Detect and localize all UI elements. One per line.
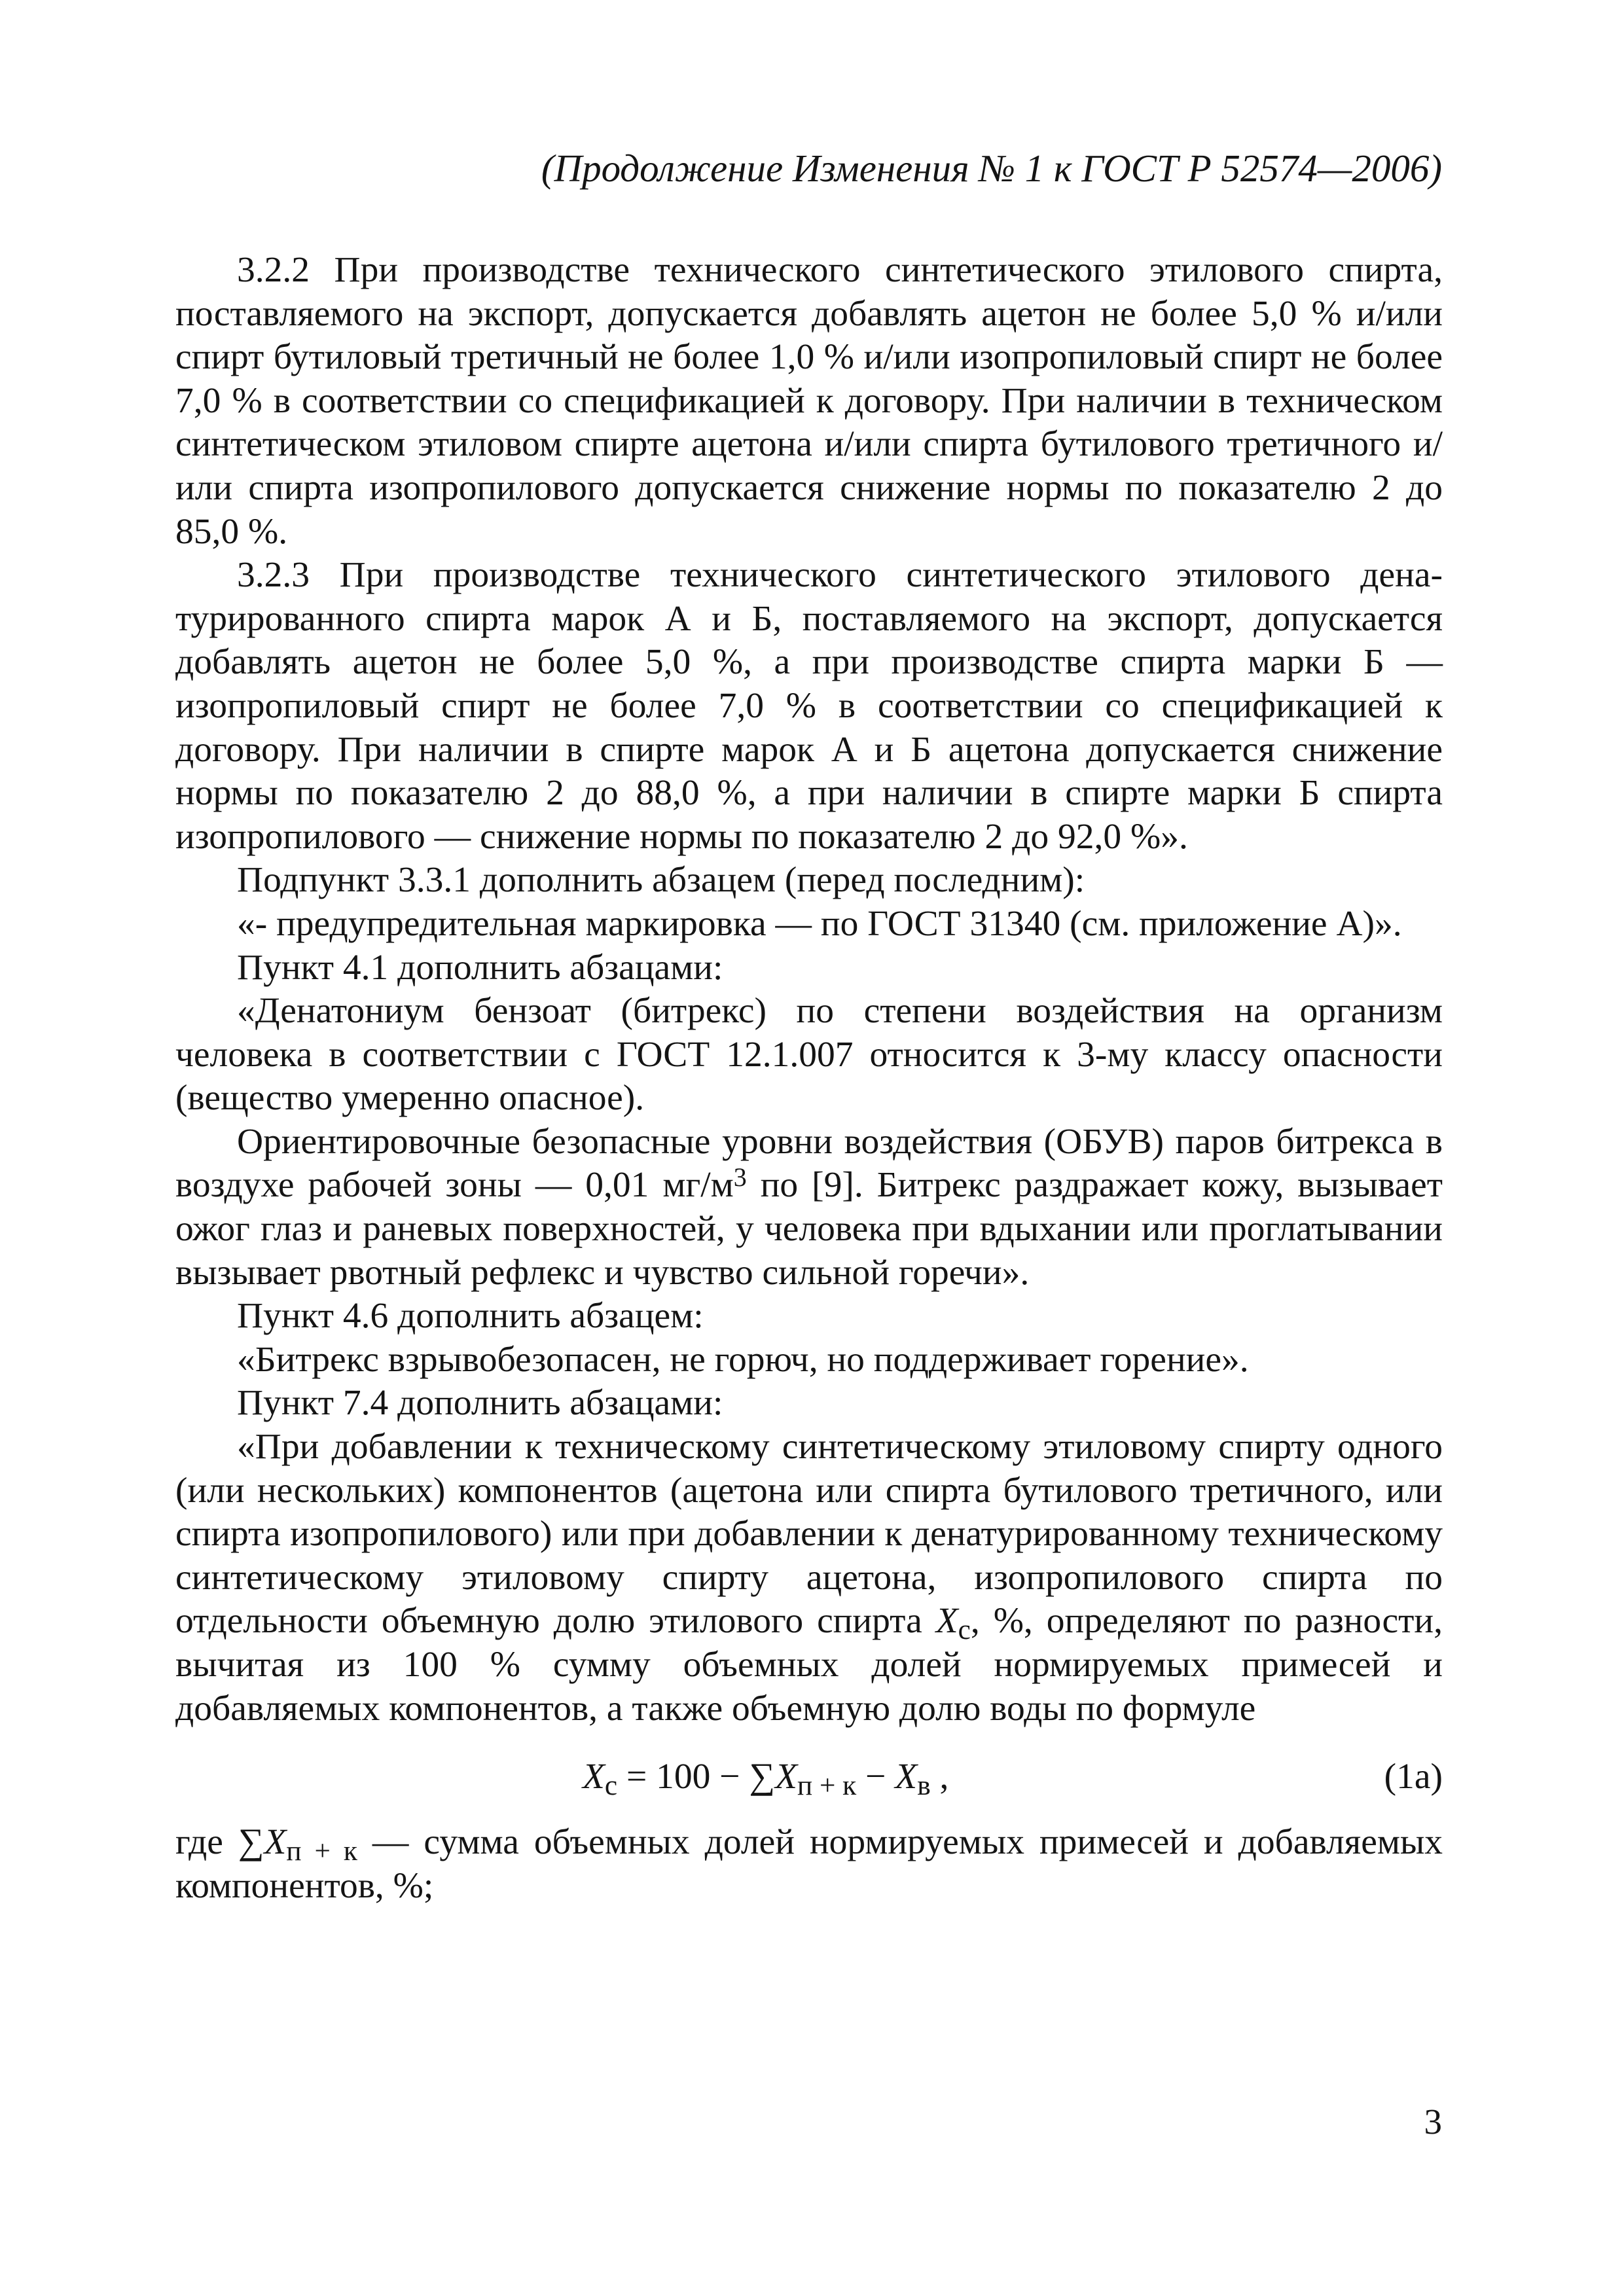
formula-sum-var: X: [775, 1757, 797, 1797]
method-text-before: «При добавлении к техническому синтетическому этиловому спирту одного (или нескольких) компонентов (ацетона или спирта бутилового третичного, или спирта изопропилового) или при добавлении к денатурированному техническому синтетическому этиловому спирту ацетона, изопропилового спирта по отдельности объемную долю этилового спирта: [175, 1427, 1443, 1641]
document-body: [175, 249, 1443, 1908]
method-variable: X: [935, 1601, 958, 1641]
where-text: — сумма объемных долей нормируемых примесей и добавляемых компонентов, %;: [175, 1822, 1443, 1906]
formula-minus: −: [856, 1757, 895, 1797]
formula-sum-sub: п + к: [797, 1769, 857, 1801]
obuv-text-before: Ориентировочные безопасные уровни воздействия (ОБУВ) паров битрекса в воздухе рабочей зоны — 0,01 мг/м: [175, 1121, 1443, 1206]
paragraph-method: [175, 1426, 1443, 1731]
paragraph-obuv: [175, 1121, 1443, 1295]
formula-trailing: ,: [930, 1757, 949, 1797]
paragraph-bitrex-explosion: «Битрекс взрывобезопасен, не горюч, но поддерживает горение».: [237, 1339, 1249, 1380]
formula-1a: [175, 1755, 1443, 1812]
paragraph-3-2-3: 3.2.3 При производстве технического синтетического этилового денатурированного спирта марок А и Б, поставляемого на экспорт, допускается добавлять ацетон не более 5,0 %, а при производстве спирта марки Б — изопропиловый спирт не более 7,0 % в соответствии со спецификацией к договору. При наличии в спирте марок А и Б ацетона допускается снижение нормы по показателю 2 до 88,0 %, а при наличии в спирте марки Б спирта изопропилового — снижение нормы по показателю 2 до 92,0 %».: [175, 555, 1443, 857]
obuv-superscript: 3: [733, 1162, 747, 1192]
formula-sigma: ∑: [749, 1757, 776, 1797]
paragraph-3-3-1-instruction: Подпункт 3.3.1 дополнить абзацем (перед последним):: [237, 860, 1085, 901]
paragraph-where: [175, 1821, 1443, 1908]
page-header: (Продолжение Изменения № 1 к ГОСТ Р 52574—2006): [541, 147, 1442, 190]
method-text-after: , %, определяют по разности, вычитая из 100 % сумму объемных долей нормируемых примесей и добавляемых компонентов, а также объемную долю воды по формуле: [175, 1601, 1443, 1729]
where-prefix: где: [175, 1822, 238, 1863]
formula-number: (1а): [1384, 1757, 1443, 1797]
method-variable-subscript: с: [958, 1613, 971, 1645]
paragraph-warning-marking: «- предупредительная маркировка — по ГОСТ 31340 (см. приложение А)».: [237, 903, 1402, 944]
formula-equals-100: = 100 −: [617, 1757, 749, 1797]
formula-water-sub: в: [917, 1769, 931, 1801]
paragraph-3-2-2: 3.2.2 При производстве технического синтетического этилового спирта, поставляемого на экспорт, допускается добавлять ацетон не более 5,0 % и/или спирт бутиловый третичный не более 1,0 % и/или изопропиловый спирт не более 7,0 % в соответствии со спецификацией к договору. При наличии в техническом синтетическом этиловом спирте ацетона и/или спирта бутилового третичного и/или спирта изопропилового допускается снижение нормы по показателю 2 до 85,0 %.: [175, 250, 1443, 552]
formula-lhs-sub: с: [604, 1769, 618, 1801]
formula-expression: [583, 1755, 948, 1799]
paragraph-4-6-instruction: Пункт 4.6 дополнить абзацем:: [237, 1296, 704, 1336]
paragraph-7-4-instruction: Пункт 7.4 дополнить абзацами:: [237, 1383, 723, 1424]
page-number: 3: [1424, 2102, 1442, 2142]
paragraph-denatonium: «Денатониум бензоат (битрекс) по степени воздействия на организм человека в соответствии с ГОСТ 12.1.007 относится к 3-му классу опасности (вещество умеренно опасное).: [175, 991, 1443, 1119]
where-var: X: [264, 1822, 287, 1863]
where-sub: п + к: [286, 1835, 357, 1867]
formula-water-var: X: [895, 1757, 918, 1797]
obuv-text-after: по [9]. Битрекс раздражает кожу, вызывает ожог глаз и раневых поверхностей, у человека при вдыхании или проглатывании вызывает рвотный рефлекс и чувство сильной горечи».: [175, 1165, 1443, 1293]
paragraph-4-1-instruction: Пункт 4.1 дополнить абзацами:: [237, 947, 723, 988]
formula-lhs-var: X: [583, 1757, 605, 1797]
where-sigma: ∑: [238, 1822, 264, 1863]
